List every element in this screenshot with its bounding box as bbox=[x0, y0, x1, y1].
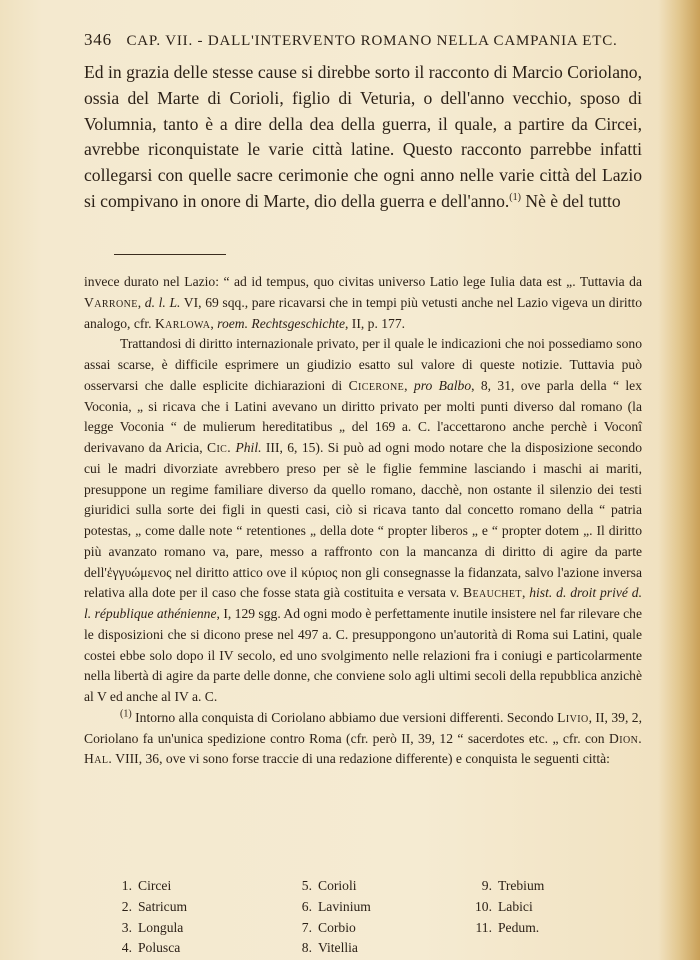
text-run: roem. Rechtsgeschichte bbox=[217, 315, 345, 331]
main-paragraph-text: Ed in grazia delle stesse cause si direbbe sorto il racconto di Marcio Coriolano, ossia del Marte di Corioli, figlio di Veturia, o dell'anno vecchio, sposo di Volumnia, tanto è a dire della dea della guerra, il quale, a partire da Circei, avrebbe riconquistate le varie città latine. Questo racconto parrebbe infatti collegarsi con quelle sacre cerimonie che ogni anno nelle varie città del Lazio si compivano in onore di Marte, dio della guerra e dell'anno. bbox=[84, 62, 642, 211]
city-number: 11. bbox=[475, 919, 492, 935]
city-name: Lavinium bbox=[318, 898, 371, 914]
text-run: , bbox=[521, 585, 530, 601]
city-item bbox=[290, 897, 371, 918]
text-run: invece durato nel Lazio: “ ad id tempus, quo civitas universo Latio lege Iulia data est „. Tuttavia da bbox=[84, 274, 642, 289]
text-run: Cicerone bbox=[348, 377, 405, 393]
text-run: d. l. L. bbox=[144, 294, 181, 310]
city-number: 8. bbox=[301, 940, 312, 956]
text-run: Karlowa bbox=[154, 315, 211, 331]
text-run: , II, p. 177. bbox=[345, 315, 406, 331]
text-run: , bbox=[137, 294, 145, 310]
city-number: 2. bbox=[121, 898, 132, 914]
text-run: VI, 69 sqq., pare ricavarsi che in tempi più vetusti anche nel Lazio vigeva un diritto analogo, cfr. bbox=[84, 294, 642, 331]
text-run: Cic. bbox=[206, 440, 232, 455]
city-item bbox=[470, 876, 544, 897]
main-paragraph bbox=[84, 60, 642, 215]
text-run: III, 6, 15). Si può ad ogni modo notare che la disposizione secondo cui le madri divorziate avrebbero preso per sè le figlie femmine lasciando i maschi ai mariti, presuppone un regime familiare diverso da quello romano, dacchè, non ostante il silenzio dei testi giuridici sulla sorte dei figli in questi casi, ciò si ricava tanto dal concetto romano della “ patria potestas, „ come dalle note “ retentiones „ della dote “ propter liberos „ e “ propter dotem „. Il diritto più avanzato romano va, pare, messo a raffronto con la mancanza di diritto di agire da parte dell'ἐγγυώμενος nel diritto attico ove il κύριος non gli consegnasse la fidanzata, salvo l'azione inversa relativa alla dote per il caso che fosse stata già costituita e versata v. bbox=[84, 440, 642, 601]
text-run: , bbox=[404, 377, 414, 393]
city-name: Pedum. bbox=[498, 919, 540, 935]
text-run: , I, 129 sgg. Ad ogni modo è perfettamente inutile insistere nel far rilevare che le disposizioni che si dicono prese nel 497 a. C. presuppongono un'autorità di Roma sui Latini, quale costei ebbe solo dopo il IV secolo, ed uno svolgimento nelle relazioni fra i coniugi e particolarmente nella libertà di agire da parte delle donne, che conviene solo agli ultimi secoli della repubblica anzichè al V ed anche al IV a. C. bbox=[84, 606, 642, 704]
city-item bbox=[470, 897, 544, 918]
city-number: 9. bbox=[481, 878, 492, 893]
footnote-1-marker: (1) bbox=[120, 708, 132, 720]
city-number: 3. bbox=[121, 919, 132, 935]
city-name: Corbio bbox=[318, 919, 356, 935]
footnote-1 bbox=[84, 708, 642, 770]
city-name: Corioli bbox=[318, 878, 357, 893]
city-item bbox=[290, 938, 371, 959]
city-item bbox=[290, 876, 371, 897]
text-run: , II, 39, 2, Coriolano fa un'unica spedizione contro Roma (cfr. però II, 39, 12 “ sacerdotes etc. „ cfr. con bbox=[84, 709, 642, 746]
city-name: Longula bbox=[138, 919, 184, 935]
footnotes bbox=[84, 272, 642, 770]
footnote-1-body bbox=[84, 710, 642, 767]
text-run: pro Balbo bbox=[413, 377, 472, 393]
text-run: Intorno alla conquista di Coriolano abbiamo due versioni differenti. Secondo bbox=[131, 709, 558, 725]
text-run: Varrone bbox=[84, 294, 138, 310]
city-name: Trebium bbox=[498, 878, 545, 893]
footnote-divider bbox=[114, 254, 226, 255]
page-number: 346 bbox=[84, 30, 112, 49]
city-number: 5. bbox=[301, 878, 312, 893]
text-run: Livio bbox=[557, 709, 589, 725]
city-name: Satricum bbox=[138, 898, 188, 914]
main-text bbox=[84, 60, 642, 215]
city-number: 10. bbox=[475, 898, 492, 914]
city-item bbox=[110, 897, 187, 918]
footnote-continuation bbox=[84, 272, 642, 334]
city-number: 7. bbox=[301, 919, 312, 935]
footnote-paragraph bbox=[84, 334, 642, 708]
text-run: hist. d. droit privé d. l. république athénienne bbox=[84, 585, 643, 621]
main-paragraph-end: Nè è del tutto bbox=[520, 190, 621, 211]
text-run: VIII, 36, ove vi sono forse traccie di una redazione differente) e conquista le seguenti città: bbox=[112, 751, 610, 767]
text-run: Dion. Hal. bbox=[84, 730, 642, 767]
running-title: CAP. VII. - DALL'INTERVENTO ROMANO NELLA CAMPANIA ETC. bbox=[126, 33, 618, 49]
running-header bbox=[84, 30, 644, 50]
city-name: Vitellia bbox=[318, 940, 358, 956]
city-column-2 bbox=[290, 876, 371, 959]
city-column-1 bbox=[110, 876, 187, 959]
city-item bbox=[110, 938, 187, 959]
text-run: Trattandosi di diritto internazionale privato, per il quale le indicazioni che noi possediamo sono assai scarse, è difficile esprimere un giudizio esatto sul valore di queste notizie. Tuttavia può osservarsi che dalle esplicite dichiarazioni di bbox=[84, 336, 642, 393]
city-number: 1. bbox=[121, 878, 132, 893]
city-number: 6. bbox=[301, 898, 312, 914]
city-name: Polusca bbox=[138, 940, 181, 956]
city-column-3 bbox=[470, 876, 544, 938]
text-run: , bbox=[210, 315, 218, 331]
city-name: Circei bbox=[138, 878, 172, 893]
text-run: Phil. bbox=[235, 440, 262, 455]
city-item bbox=[470, 918, 544, 939]
city-name: Labici bbox=[498, 898, 533, 914]
text-run: Beauchet bbox=[463, 585, 522, 601]
footnote-ref: (1) bbox=[509, 192, 521, 204]
text-run: , 8, 31, ove parla della “ lex Voconia, „ si ricava che i Latini avevano un diritto privato per molti punti diverso dal romano (la legge Voconia “ de mulierum hereditatibus „ del 169 a. C. l'accettarono anche perchè i Voconî derivavano da Aricia, bbox=[84, 377, 643, 455]
city-number: 4. bbox=[121, 940, 132, 956]
city-item bbox=[110, 918, 187, 939]
city-item bbox=[110, 876, 187, 897]
city-item bbox=[290, 918, 371, 939]
